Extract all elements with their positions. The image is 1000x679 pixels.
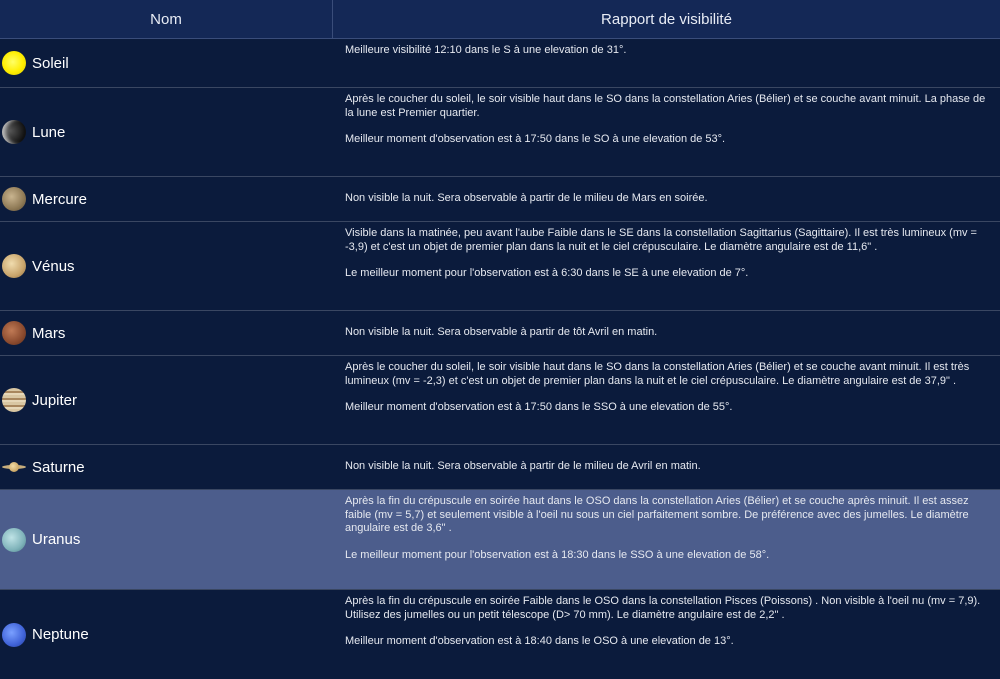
report-text: Non visible la nuit. Sera observable à partir de tôt Avril en matin. [345, 326, 658, 339]
report-best-time: Meilleur moment d'observation est à 17:50 dans le SO à une elevation de 53°. [345, 133, 726, 145]
visibility-report [333, 222, 1000, 310]
planet-label: Neptune [32, 626, 89, 643]
planet-name-cell [0, 222, 333, 310]
moon-icon [2, 120, 26, 144]
report-best-time: Le meilleur moment pour l'observation est à 6:30 dans le SE à une elevation de 7°. [345, 267, 749, 279]
report-text: Après la fin du crépuscule en soirée Faible dans le OSO dans la constellation Pisces (Poissons) . Non visible à l'oeil nu (mv = 7,9). Utilisez des jumelles ou un petit télescope (D> 70 mm). Le diamètre angulaire est de 2,2" . [345, 595, 981, 621]
report-text: Meilleure visibilité 12:10 dans le S à une elevation de 31°. [345, 44, 627, 56]
table-row-jupiter[interactable] [0, 356, 1000, 445]
planet-name-cell [0, 39, 333, 87]
report-text: Visible dans la matinée, peu avant l'aube Faible dans le SE dans la constellation Sagittarius (Sagittaire). Il est très lumineux (mv = -3,9) et c'est un objet de premier plan dans la nuit et le ciel crépusculaire. Le diamètre angulaire est de 11,6" . [345, 227, 977, 253]
report-best-time: Meilleur moment d'observation est à 18:40 dans le OSO à une elevation de 13°. [345, 635, 734, 647]
planet-name-cell [0, 490, 333, 589]
venus-icon [2, 254, 26, 278]
visibility-report [333, 356, 1000, 444]
planet-label: Mercure [32, 190, 88, 208]
planet-name-cell [0, 356, 333, 444]
table-row-mercure[interactable] [0, 177, 1000, 222]
report-text: Après le coucher du soleil, le soir visible haut dans le SO dans la constellation Aries (Bélier) et se couche avant minuit. La phase de la lune est Premier quartier. [345, 93, 986, 119]
report-text: Après le coucher du soleil, le soir visible haut dans le SO dans la constellation Aries (Bélier) et se couche avant minuit. Il est très lumineux (mv = -2,3) et c'est un objet de premier plan dans la nuit et le ciel crépusculaire. Le diamètre angulaire est de 37,9" . [345, 361, 970, 387]
table-row-soleil[interactable] [0, 39, 1000, 88]
planet-name-cell [0, 88, 333, 176]
table-row-uranus[interactable] [0, 490, 1000, 590]
planet-label: Mars [32, 324, 66, 342]
planet-label: Soleil [32, 54, 69, 72]
planet-label: Lune [32, 123, 66, 141]
planet-label: Vénus [32, 257, 75, 275]
visibility-report [333, 311, 1000, 355]
planet-label: Uranus [32, 531, 81, 548]
report-text: Non visible la nuit. Sera observable à partir de le milieu de Avril en matin. [345, 460, 701, 473]
sun-icon [2, 51, 26, 75]
table-row-neptune[interactable] [0, 590, 1000, 679]
neptune-icon [2, 623, 26, 647]
table-row-saturne[interactable] [0, 445, 1000, 490]
column-header-report[interactable]: Rapport de visibilité [601, 10, 732, 28]
planet-name-cell [0, 177, 333, 221]
report-best-time: Meilleur moment d'observation est à 17:50 dans le SSO à une elevation de 55°. [345, 401, 733, 413]
report-best-time: Le meilleur moment pour l'observation est à 18:30 dans le SSO à une elevation de 58°. [345, 548, 770, 561]
visibility-report [333, 590, 1000, 679]
planet-name-cell [0, 590, 333, 679]
planet-name-cell [0, 311, 333, 355]
report-text: Après la fin du crépuscule en soirée haut dans le OSO dans la constellation Aries (Bélier) et se couche après minuit. Il est assez faible (mv = 5,7) et seulement visible à l'oeil nu sous un ciel parfaitement sombre. De préférence avec des jumelles. Le diamètre angulaire est de 3,6" . [345, 495, 969, 534]
column-header-name[interactable]: Nom [0, 0, 333, 38]
table-row-lune[interactable] [0, 88, 1000, 177]
table-header [0, 0, 1000, 39]
planet-label: Jupiter [32, 391, 78, 409]
saturn-icon [2, 455, 26, 479]
visibility-report [333, 490, 1000, 589]
planet-label: Saturne [32, 458, 85, 476]
uranus-icon [2, 528, 26, 552]
jupiter-icon [2, 388, 26, 412]
mercury-icon [2, 187, 26, 211]
mars-icon [2, 321, 26, 345]
visibility-report [333, 88, 1000, 176]
visibility-report [333, 177, 1000, 221]
visibility-report [333, 39, 1000, 87]
planet-name-cell [0, 445, 333, 489]
visibility-report [333, 445, 1000, 489]
table-row-mars[interactable] [0, 311, 1000, 356]
table-row-venus[interactable] [0, 222, 1000, 311]
report-text: Non visible la nuit. Sera observable à partir de le milieu de Mars en soirée. [345, 192, 708, 205]
